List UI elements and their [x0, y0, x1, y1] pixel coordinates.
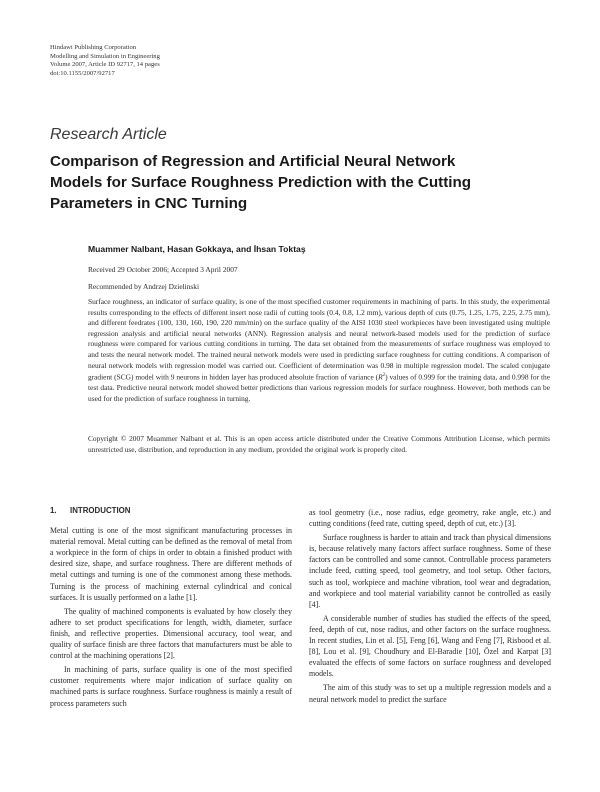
abstract-text-part: Surface roughness, an indicator of surface quality, is one of the most specified customer requirements in machining of parts. In this study, the experimental results corresponding to the effects of different insert nose radii of cutting tools (0.4, 0.8, 1.2 mm), various depth of cuts (0.75, 1.25, 1.75, 2.25, 2.75 mm), and different feedrates (100, 130, 160, 190, 220 mm/min) on the surface quality of the AISI 1030 steel workpieces have been investigated using multiple regression analysis and artificial neural networks (ANN). Regression analysis and neural network-based models used for the prediction of surface roughness were compared for various cutting conditions in turning. The data set obtained from the measurements of surface roughness was employed to and tests the neural network model. The trained neural network models were used in predicting surface roughness for cutting conditions. A comparison of neural network models with regression model was carried out. Coefficient of determination was 0.98 in multiple regression model. The scaled conjugate gradient (SCG) model with 9 neurons in hidden layer has produced absolute fraction of variance (	[88, 297, 550, 382]
copyright-notice: Copyright © 2007 Muammer Nalbant et al. This is an open access article distributed under the Creative Commons Attribution License, which permits unrestricted use, distribution, and reproduction in any medium, provided the original work is properly cited.	[88, 434, 550, 454]
title-line: Models for Surface Roughness Prediction with the Cutting	[50, 174, 472, 191]
author-list: Muammer Nalbant, Hasan Gokkaya, and İhsan Toktaş	[88, 244, 306, 254]
paper-title	[50, 151, 570, 214]
paragraph: The quality of machined components is evaluated by how closely they adhere to set product specifications for length, width, diameter, surface finish, and reflective properties. Dimensional accuracy, tool wear, and quality of surface finish are three factors that manufacturers must be able to control at the machining operations [2].	[50, 606, 292, 661]
paragraph: In machining of parts, surface quality is one of the most specified customer requirements where major indication of surface quality on machined parts is surface roughness. Surface roughness is mainly a result of process parameters such	[50, 665, 292, 708]
paragraph: as tool geometry (i.e., nose radius, edge geometry, rake angle, etc.) and cutting conditions (feed rate, cutting speed, depth of cut, etc.) [3].	[309, 508, 551, 529]
section-title: INTRODUCTION	[70, 506, 131, 515]
abstract	[88, 297, 550, 404]
paragraph: Metal cutting is one of the most significant manufacturing processes in material removal. Metal cutting can be defined as the removal of metal from a workpiece in the form of chips in order to obtain a finished product with desired size, shape, and surface roughness. There are different methods of metal cuttings and turning is one of the commonest among these methods. Turning is the process of machining external cylindrical and conical surfaces. It is usually performed on a lathe [1].	[50, 526, 292, 602]
received-accepted-dates: Received 29 October 2006; Accepted 3 April 2007	[88, 265, 238, 274]
journal-header	[50, 44, 160, 78]
section-number: 1.	[50, 506, 57, 515]
article-type: Research Article	[50, 126, 167, 143]
abstract-text-part: ) values of 0.999 for the training data, and 0.998 for the test data. Predictive neural network model showed better predictions than various regression models for surface roughness. However, both methods can be used for the prediction of surface roughness in turning.	[88, 372, 550, 403]
journal-name: Modelling and Simulation in Engineering	[50, 52, 160, 60]
r-squared-symbol: R	[378, 372, 383, 382]
right-column	[309, 507, 551, 708]
title-line: Comparison of Regression and Artificial Neural Network	[50, 153, 456, 170]
paragraph: A considerable number of studies has studied the effects of the speed, feed, depth of cut, nose radius, and other factors on the surface roughness. In recent studies, Lin et al. [5], Feng [6], Wang and Feng [7], Risbood et al. [8], Lou et al. [9], Choudhury and El-Baradie [10], Özel and Karpat [3] evaluated the effects of some factors on surface roughness and developed models.	[309, 613, 551, 679]
section-heading	[50, 505, 292, 516]
left-column	[50, 505, 292, 712]
volume-info: Volume 2007, Article ID 92717, 14 pages	[50, 61, 160, 69]
paragraph: The aim of this study was to set up a multiple regression models and a neural network model to predict the surface	[309, 683, 551, 704]
doi-link[interactable]: doi:10.1155/2007/92717	[50, 69, 115, 77]
title-line: Parameters in CNC Turning	[50, 195, 248, 212]
recommending-editor: Recommended by Andrzej Dzielinski	[88, 282, 200, 291]
r-squared-exponent: 2	[382, 373, 386, 379]
paragraph: Surface roughness is harder to attain and track than physical dimensions is, because relatively many factors affect surface roughness. Some of these factors can be controlled and some cannot. Controllable process parameters include feed, cutting speed, tool geometry, and tool setup. Other factors, such as tool, workpiece and machine vibration, tool wear and degradation, and workpiece and tool material variability cannot be controlled as easily [4].	[309, 533, 551, 609]
publisher-name: Hindawi Publishing Corporation	[50, 44, 137, 51]
